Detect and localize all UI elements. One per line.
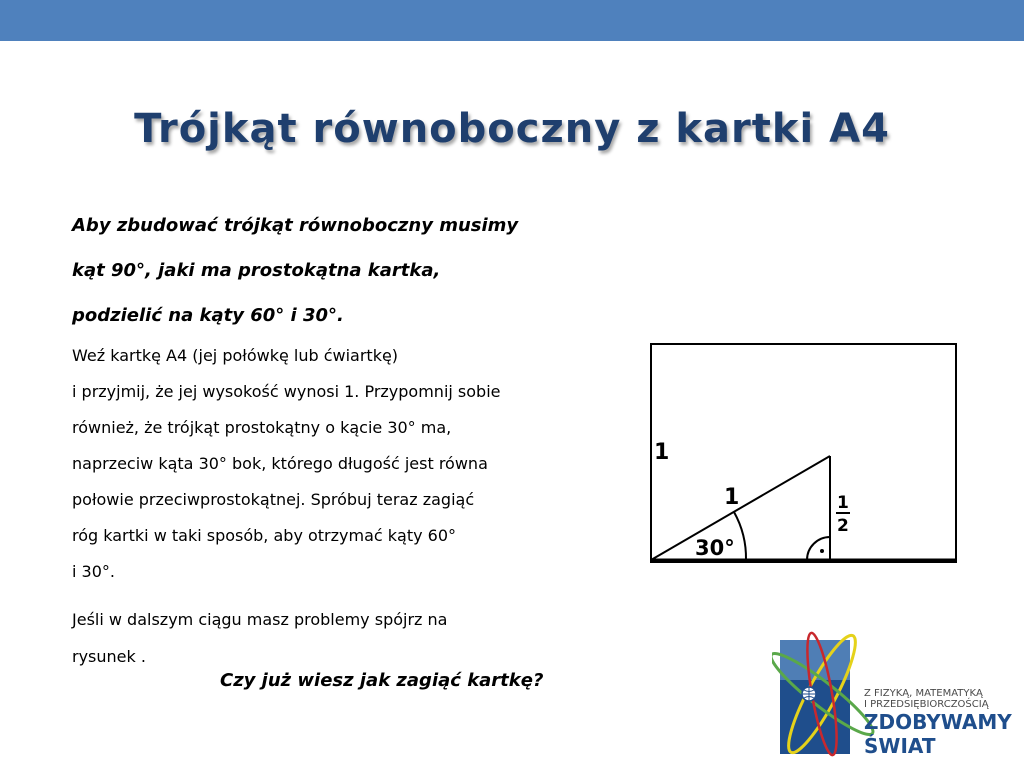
intro-line: kąt 90°, jaki ma prostokątna kartka,: [72, 260, 441, 281]
logo-tagline-line: I PRZEDSIĘBIORCZOŚCIĄ: [864, 699, 989, 710]
instructions-line: Weź kartkę A4 (jej połówkę lub ćwiartkę): [72, 346, 399, 365]
half-numerator: 1: [837, 493, 849, 513]
instructions-text: [72, 338, 592, 590]
instructions-line: i przyjmij, że jej wysokość wynosi 1. Przypomnij sobie: [72, 382, 501, 401]
logo-wordmark-line: ŚWIAT: [864, 734, 936, 758]
right-angle-dot: [820, 549, 824, 553]
instructions-line: połowie przeciwprostokątnej. Spróbuj teraz zagiąć: [72, 490, 475, 509]
intro-line: Aby zbudować trójkąt równoboczny musimy: [72, 215, 519, 236]
question-text: Czy już wiesz jak zagiąć kartkę?: [220, 670, 544, 691]
intro-line: podzielić na kąty 60° i 30°.: [72, 305, 344, 326]
angle-label: 30°: [695, 536, 735, 560]
hint-line: rysunek .: [72, 647, 146, 666]
instructions-line: i 30°.: [72, 562, 115, 581]
intro-text: [72, 203, 612, 338]
hint-line: Jeśli w dalszym ciągu masz problemy spójrz na: [72, 610, 448, 629]
hypotenuse-label: 1: [724, 485, 740, 510]
slide-title: Trójkąt równoboczny z kartki A4: [134, 106, 890, 152]
instructions-line: również, że trójkąt prostokątny o kącie 30° ma,: [72, 418, 452, 437]
diagram-frame: [651, 344, 956, 562]
half-denominator: 2: [837, 516, 849, 536]
triangle-diagram: [650, 343, 957, 563]
hint-text: [72, 601, 592, 675]
height-label: 1: [654, 440, 670, 465]
logo-wordmark-line: ZDOBYWAMY: [864, 710, 1012, 734]
logo-tagline: [864, 688, 989, 710]
instructions-line: naprzeciw kąta 30° bok, którego długość jest równa: [72, 454, 488, 473]
top-bar: [0, 0, 1024, 41]
logo-tagline-line: Z FIZYKĄ, MATEMATYKĄ: [864, 688, 983, 699]
logo-wordmark: [864, 710, 1012, 758]
instructions-line: róg kartki w taki sposób, aby otrzymać kąty 60°: [72, 526, 457, 545]
